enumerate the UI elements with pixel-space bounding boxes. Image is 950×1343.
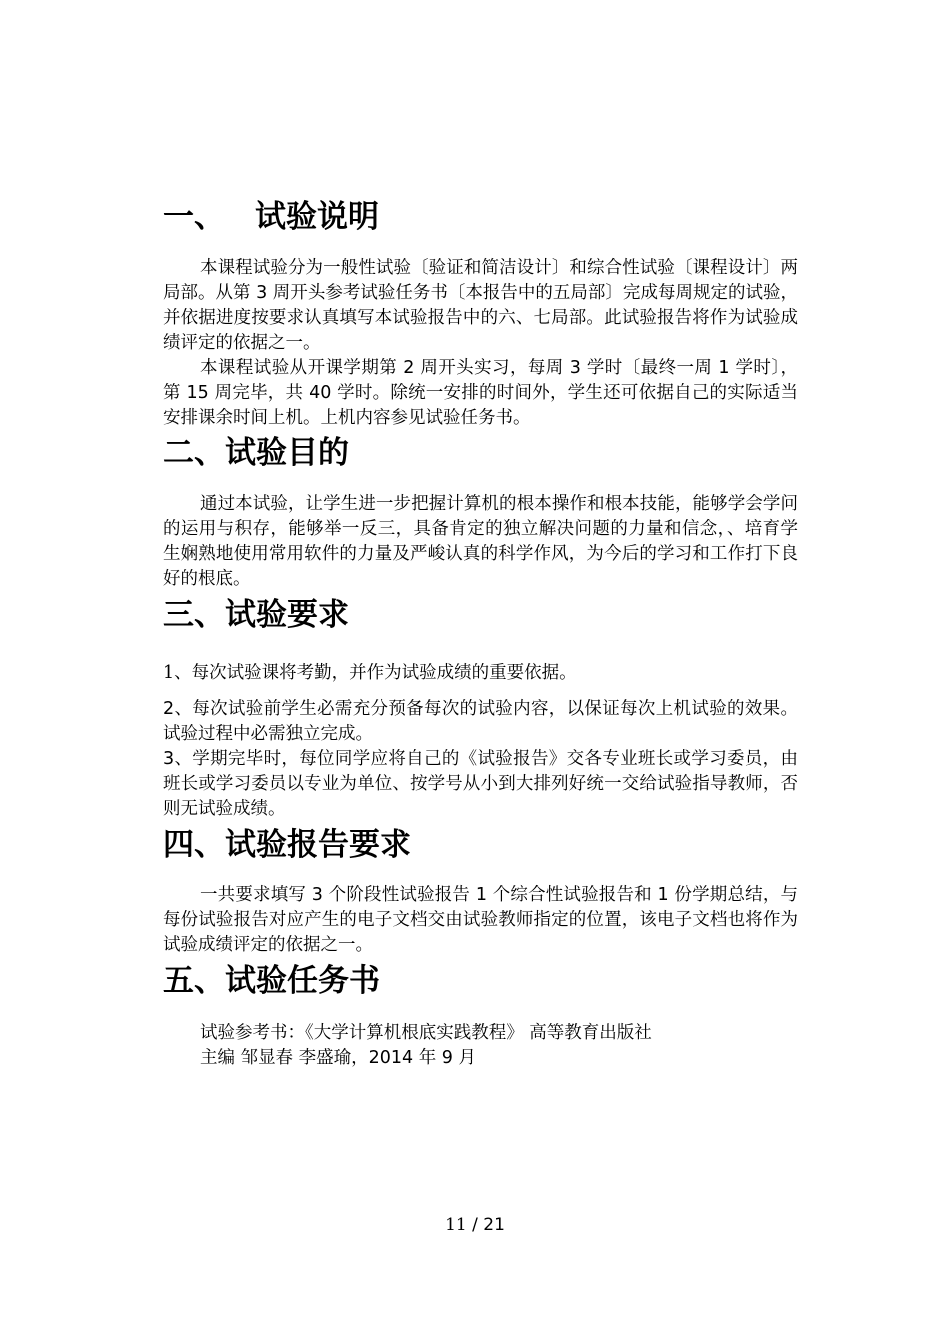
- requirement-3: 3、学期完毕时，每位同学应将自己的《试验报告》交各专业班长或学习委员，由班长或学习委员以专业为单位、按学号从小到大排列好统一交给试验指导教师，否则无试验成绩。: [163, 749, 798, 819]
- section-4-paragraph-1: 一共要求填写 3 个阶段性试验报告 1 个综合性试验报告和 1 份学期总结，与每份试验报告对应产生的电子文档交由试验教师指定的位置，该电子文档也将作为试验成绩评定的依据之一。: [163, 885, 798, 955]
- reference-book-line: 试验参考书：《大学计算机根底实践教程》 高等教育出版社: [200, 1023, 652, 1043]
- section-2-title: 试验目的: [225, 435, 349, 471]
- requirement-1: [163, 661, 798, 686]
- requirement-2: 2、每次试验前学生必需充分预备每次的试验内容，以保证每次上机试验的效果。试验过程中必需独立完成。: [163, 699, 798, 744]
- current-page-number: 11: [445, 1215, 467, 1235]
- section-3-heading: [163, 594, 798, 636]
- section-5-title: 试验任务书: [225, 963, 380, 999]
- section-3-number: 三、: [163, 597, 225, 633]
- page-number-footer: [0, 1213, 950, 1237]
- section-5-number: 五、: [163, 963, 225, 999]
- section-1-title: 试验说明: [255, 199, 379, 235]
- section-2-heading: [163, 432, 798, 474]
- section-4-title: 试验报告要求: [225, 827, 411, 863]
- section-4-body: [163, 883, 798, 958]
- section-1-heading: [163, 196, 798, 238]
- page-separator: /: [466, 1215, 484, 1235]
- requirement-1-number: 1: [163, 663, 175, 683]
- section-2-number: 二、: [163, 435, 225, 471]
- section-4-number: 四、: [163, 827, 225, 863]
- page-content: [163, 196, 798, 1071]
- section-1-body: [163, 256, 798, 431]
- section-2-body: [163, 492, 798, 592]
- total-page-count: 21: [483, 1215, 505, 1235]
- section-5-body: [163, 1021, 798, 1071]
- section-2-paragraph-1: 通过本试验，让学生进一步把握计算机的根本操作和根本技能，能够学会学问的运用与积存，能够举一反三，具备肯定的独立解决问题的力量和信念，、培育学生娴熟地使用常用软件的力量及严峻认真的科学作风，为今后的学习和工作打下良好的根底。: [163, 494, 798, 589]
- section-3-title: 试验要求: [225, 597, 349, 633]
- section-4-heading: [163, 824, 798, 866]
- section-5-heading: [163, 960, 798, 1002]
- editor-line: 主编 邹显春 李盛瑜，2014 年 9 月: [200, 1048, 476, 1068]
- section-1-number: 一、: [163, 199, 225, 235]
- section-1-paragraph-1: 本课程试验分为一般性试验〔验证和简洁设计〕和综合性试验〔课程设计〕两局部。从第 3 周开头参考试验任务书〔本报告中的五局部〕完成每周规定的试验，并依据进度按要求认真填写本试验报告中的六、七局部。此试验报告将作为试验成绩评定的依据之一。: [163, 258, 798, 353]
- requirement-1-text: 、每次试验课将考勤，并作为试验成绩的重要依据。: [174, 663, 577, 683]
- section-1-paragraph-2: 本课程试验从开课学期第 2 周开头实习，每周 3 学时〔最终一周 1 学时〕，第 15 周完毕，共 40 学时。除统一安排的时间外，学生还可依据自己的实际适当安排课余时间上机。上机内容参见试验任务书。: [163, 358, 798, 428]
